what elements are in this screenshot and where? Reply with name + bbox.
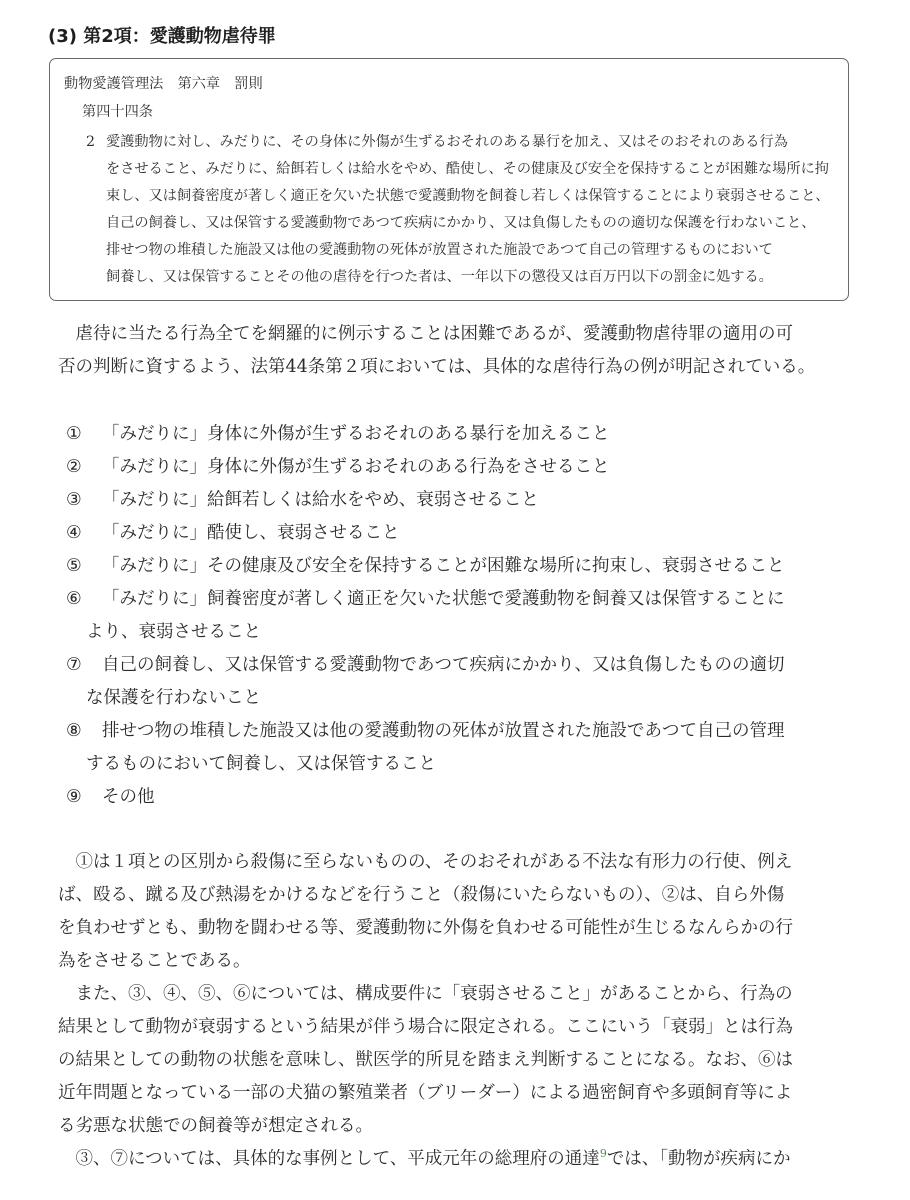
section-heading: (3) 第2項：愛護動物虐待罪 <box>48 26 276 47</box>
list-item-8-continued: するものにおいて飼養し、又は保管すること <box>86 754 436 774</box>
law-paragraph-number: 2 <box>86 134 96 150</box>
explanation-line: ば、殴る、蹴る及び熱湯をかけるなどを行うこと（殺傷にいたらないもの）、②は、自ら外傷 <box>58 885 785 905</box>
footnote-marker[interactable]: 9 <box>599 1147 607 1161</box>
explanation-line: 近年問題となっている一部の犬猫の繁殖業者（ブリーダー）による過密飼育や多頭飼育等によ <box>58 1083 793 1103</box>
explanation-line: ①は１項との区別から殺傷に至らないものの、そのおそれがある不法な有形力の行使、例え <box>58 852 793 872</box>
law-line: 2 愛護動物に対し、みだりに、その身体に外傷が生ずるおそれのある暴行を加え、又はそのおそれのある行為 <box>86 129 846 156</box>
list-item-2: ② 「みだりに」身体に外傷が生ずるおそれのある行為をさせること <box>66 457 610 477</box>
list-item-6-continued: より、衰弱させること <box>86 622 261 642</box>
list-item-5: ⑤ 「みだりに」その健康及び安全を保持することが困難な場所に拘束し、衰弱させること <box>66 556 785 576</box>
list-item-8: ⑧ 排せつ物の堆積した施設又は他の愛護動物の死体が放置された施設であつて自己の管理 <box>66 721 785 741</box>
explanation-line: の結果としての動物の状態を意味し、獣医学的所見を踏まえ判断することになる。なお、⑥は <box>58 1050 793 1070</box>
law-line: 束し、又は飼養密度が著しく適正を欠いた状態で愛護動物を飼養し若しくは保管することにより衰弱させること、 <box>106 188 830 204</box>
list-item-6: ⑥ 「みだりに」飼養密度が著しく適正を欠いた状態で愛護動物を飼養又は保管することに <box>66 589 785 609</box>
list-item-7: ⑦ 自己の飼養し、又は保管する愛護動物であつて疾病にかかり、又は負傷したものの適切 <box>66 655 785 675</box>
explanation-line: ③、⑦については、具体的な事例として、平成元年の総理府の通達$^9$では、「動物が疾病にか <box>58 1147 791 1169</box>
list-item-1: ① 「みだりに」身体に外傷が生ずるおそれのある暴行を加えること <box>66 424 610 444</box>
law-line: 飼養し、又は保管することその他の虐待を行つた者は、一年以下の懲役又は百万円以下の罰金に処する。 <box>106 269 773 285</box>
law-article: 第四十四条 <box>82 104 153 120</box>
intro-line: 否の判断に資するよう、法第44条第２項においては、具体的な虐待行為の例が明記されている。 <box>58 357 816 377</box>
law-paragraph <box>86 129 846 291</box>
law-title: 動物愛護管理法 第六章 罰則 <box>64 76 263 92</box>
explanation-line: る劣悪な状態での飼養等が想定される。 <box>58 1116 373 1136</box>
law-line: 自己の飼養し、又は保管する愛護動物であつて疾病にかかり、又は負傷したものの適切な保護を行わないこと、 <box>106 215 816 231</box>
intro-line: 虐待に当たる行為全てを網羅的に例示することは困難であるが、愛護動物虐待罪の適用の可 <box>58 324 793 344</box>
law-line: をさせること、みだりに、給餌若しくは給水をやめ、酷使し、その健康及び安全を保持することが困難な場所に拘 <box>106 161 829 177</box>
list-item-3: ③ 「みだりに」給餌若しくは給水をやめ、衰弱させること <box>66 490 539 510</box>
explanation-line: 結果として動物が衰弱するという結果が伴う場合に限定される。ここにいう「衰弱」とは行為 <box>58 1017 793 1037</box>
law-excerpt-box <box>49 58 849 301</box>
explanation-line: また、③、④、⑤、⑥については、構成要件に「衰弱させること」があることから、行為の <box>58 984 793 1004</box>
list-item-7-continued: な保護を行わないこと <box>86 688 261 708</box>
law-line: 排せつ物の堆積した施設又は他の愛護動物の死体が放置された施設であつて自己の管理するものにおいて <box>106 242 773 258</box>
explanation-line: 為をさせることである。 <box>58 951 251 971</box>
explanation-line: を負わせずとも、動物を闘わせる等、愛護動物に外傷を負わせる可能性が生じるなんらかの行 <box>58 918 793 938</box>
list-item-4: ④ 「みだりに」酷使し、衰弱させること <box>66 523 400 543</box>
list-item-9: ⑨ その他 <box>66 787 155 807</box>
